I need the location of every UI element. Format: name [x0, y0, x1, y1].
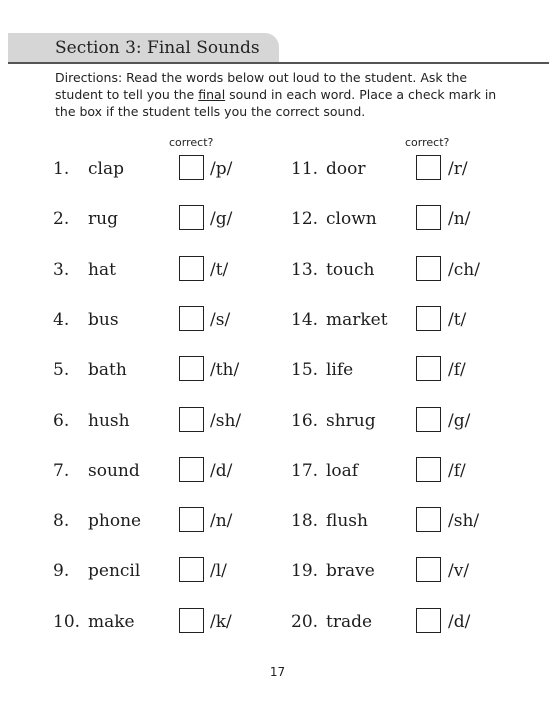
- correct-checkbox[interactable]: [179, 457, 204, 482]
- item-final-sound: /n/: [448, 209, 471, 230]
- item-number: 15.: [291, 360, 319, 381]
- item-number: 9.: [53, 561, 70, 582]
- item-number: 10.: [53, 611, 81, 632]
- item-final-sound: /th/: [210, 360, 240, 381]
- item-word: clown: [326, 209, 377, 230]
- correct-checkbox[interactable]: [416, 256, 441, 281]
- item-word: door: [326, 159, 366, 179]
- correct-checkbox[interactable]: [416, 155, 441, 180]
- correct-column-header-right: correct?: [405, 136, 450, 149]
- correct-checkbox[interactable]: [416, 407, 441, 432]
- item-final-sound: /s/: [210, 309, 231, 330]
- item-final-sound: /g/: [448, 410, 471, 431]
- item-final-sound: /ch/: [448, 259, 480, 280]
- item-number: 7.: [53, 460, 70, 481]
- item-number: 1.: [53, 159, 70, 179]
- correct-column-header-left: correct?: [169, 136, 214, 149]
- item-number: 19.: [291, 561, 319, 582]
- item-final-sound: /n/: [210, 511, 233, 532]
- item-word: hush: [88, 410, 130, 431]
- item-word: sound: [88, 460, 140, 481]
- header-rule: [8, 62, 549, 64]
- item-word: flush: [326, 511, 368, 532]
- item-word: bus: [88, 309, 119, 330]
- correct-checkbox[interactable]: [416, 557, 441, 582]
- item-word: trade: [326, 611, 373, 632]
- correct-checkbox[interactable]: [416, 457, 441, 482]
- item-number: 18.: [291, 511, 319, 532]
- item-word: hat: [88, 259, 116, 280]
- item-word: touch: [326, 259, 375, 280]
- item-number: 16.: [291, 410, 319, 431]
- directions-before: Directions: Read the words below out loud to the student. Ask the student to tell you the: [55, 70, 468, 102]
- correct-checkbox[interactable]: [416, 356, 441, 381]
- item-number: 14.: [291, 309, 319, 330]
- item-final-sound: /d/: [448, 611, 471, 632]
- item-final-sound: /v/: [448, 561, 470, 582]
- correct-checkbox[interactable]: [179, 155, 204, 180]
- item-final-sound: /t/: [448, 309, 467, 330]
- item-number: 11.: [291, 159, 319, 179]
- correct-checkbox[interactable]: [179, 407, 204, 432]
- item-word: brave: [326, 561, 375, 582]
- item-number: 8.: [53, 511, 70, 532]
- item-word: life: [326, 360, 354, 381]
- item-final-sound: /r/: [448, 159, 468, 179]
- correct-checkbox[interactable]: [416, 507, 441, 532]
- correct-checkbox[interactable]: [179, 507, 204, 532]
- page-number: 17: [269, 665, 286, 679]
- item-number: 12.: [291, 209, 319, 230]
- item-word: shrug: [326, 410, 376, 431]
- item-final-sound: /t/: [210, 259, 229, 280]
- item-word: make: [88, 611, 135, 632]
- item-final-sound: /f/: [448, 460, 466, 481]
- correct-checkbox[interactable]: [179, 608, 204, 633]
- item-final-sound: /g/: [210, 209, 233, 230]
- directions-after: sound in each word. Place a check mark in the box if the student tells you the correct sound.: [55, 87, 497, 119]
- correct-checkbox[interactable]: [179, 356, 204, 381]
- section-title: Section 3: Final Sounds: [55, 38, 260, 58]
- item-number: 5.: [53, 360, 70, 381]
- correct-checkbox[interactable]: [179, 557, 204, 582]
- item-word: market: [326, 309, 388, 330]
- correct-checkbox[interactable]: [416, 306, 441, 331]
- item-final-sound: /sh/: [448, 511, 480, 532]
- correct-checkbox[interactable]: [416, 205, 441, 230]
- item-final-sound: /sh/: [210, 410, 242, 431]
- item-number: 6.: [53, 410, 70, 431]
- item-number: 2.: [53, 209, 70, 230]
- item-number: 13.: [291, 259, 319, 280]
- correct-checkbox[interactable]: [179, 256, 204, 281]
- item-final-sound: /p/: [210, 159, 233, 179]
- item-word: pencil: [88, 561, 141, 582]
- item-word: phone: [88, 511, 142, 532]
- item-number: 17.: [291, 460, 319, 481]
- item-final-sound: /d/: [210, 460, 233, 481]
- item-word: bath: [88, 360, 127, 381]
- item-final-sound: /f/: [448, 360, 466, 381]
- item-number: 3.: [53, 259, 70, 280]
- item-word: loaf: [326, 460, 359, 481]
- directions-underlined-word: final: [198, 87, 226, 102]
- item-word: clap: [88, 159, 124, 179]
- item-final-sound: /l/: [210, 561, 227, 582]
- correct-checkbox[interactable]: [179, 205, 204, 230]
- item-number: 20.: [291, 611, 319, 632]
- correct-checkbox[interactable]: [179, 306, 204, 331]
- item-number: 4.: [53, 309, 70, 330]
- directions-text: [55, 69, 505, 120]
- correct-checkbox[interactable]: [416, 608, 441, 633]
- item-final-sound: /k/: [210, 611, 232, 632]
- item-word: rug: [88, 209, 118, 230]
